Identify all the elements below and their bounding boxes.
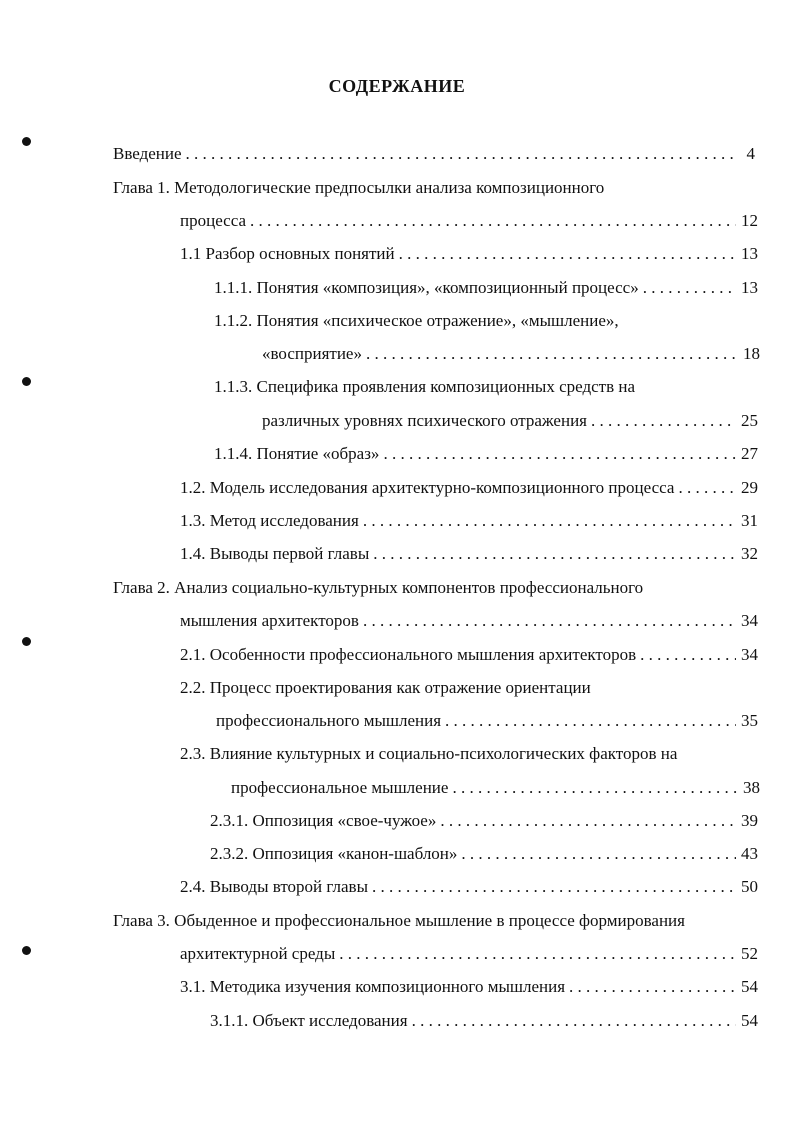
- toc-entry-text: 2.3.2. Оппозиция «канон-шаблон»: [210, 844, 458, 863]
- toc-leader-dots: [643, 277, 736, 299]
- binder-hole-bullet: [22, 137, 31, 146]
- toc-entry-text: «восприятие»: [262, 344, 362, 363]
- toc-leader-dots: [399, 243, 736, 265]
- toc-entry-1-2[interactable]: [180, 477, 758, 499]
- toc-page-number: 39: [741, 811, 758, 830]
- toc-entry-1-1[interactable]: [180, 243, 758, 265]
- toc-entry-text: 1.1.1. Понятия «композиция», «композиционный процесс»: [214, 278, 639, 297]
- toc-entry-text: мышления архитекторов: [180, 611, 359, 630]
- toc-leader-dots: [363, 510, 736, 532]
- toc-leader-dots: [372, 876, 736, 898]
- toc-entry-text: 2.3.1. Оппозиция «свое-чужое»: [210, 811, 437, 830]
- toc-page-number: 35: [741, 711, 758, 730]
- toc-leader-dots: [591, 410, 736, 432]
- toc-leader-dots: [678, 477, 736, 499]
- toc-page-number: 31: [741, 511, 758, 530]
- binder-hole-bullet: [22, 946, 31, 955]
- toc-leader-dots: [412, 1010, 736, 1032]
- toc-entry-text: 2.4. Выводы второй главы: [180, 877, 368, 896]
- toc-entry-heading[interactable]: 2.3. Влияние культурных и социально-психологических факторов на: [180, 744, 678, 763]
- toc-leader-dots: [373, 543, 736, 565]
- toc-entry-text: 2.1. Особенности профессионального мышления архитекторов: [180, 645, 637, 664]
- toc-entry-text: 1.1.4. Понятие «образ»: [214, 444, 380, 463]
- toc-page-number: 54: [741, 1011, 758, 1030]
- toc-leader-dots: [461, 843, 736, 865]
- toc-entry-chapter2[interactable]: [180, 610, 758, 632]
- toc-entry-chapter1[interactable]: [180, 210, 758, 232]
- toc-entry-chapter3[interactable]: [180, 943, 758, 965]
- toc-page-number: 29: [741, 478, 758, 497]
- toc-entry-2-3-1[interactable]: [210, 810, 758, 832]
- toc-leader-dots: [366, 343, 738, 365]
- toc-page-number: 52: [741, 944, 758, 963]
- toc-leader-dots: [569, 976, 736, 998]
- toc-entry-text: профессионального мышления: [216, 711, 442, 730]
- toc-leader-dots: [440, 810, 736, 832]
- toc-entry-3-1-1[interactable]: [210, 1010, 758, 1032]
- toc-page-number: 50: [741, 877, 758, 896]
- toc-page-number: 38: [743, 778, 760, 797]
- toc-entry-text: 1.3. Метод исследования: [180, 511, 359, 530]
- toc-leader-dots: [186, 143, 733, 165]
- toc-entry-text: 1.4. Выводы первой главы: [180, 544, 370, 563]
- toc-entry-1-1-2[interactable]: [262, 343, 760, 365]
- toc-page-number: 34: [741, 645, 758, 664]
- toc-page-number: 32: [741, 544, 758, 563]
- binder-hole-bullet: [22, 637, 31, 646]
- toc-page-number: 27: [741, 444, 758, 463]
- toc-entry-2-4[interactable]: [180, 876, 758, 898]
- toc-entry-2-2[interactable]: [216, 710, 758, 732]
- toc-entry-intro[interactable]: [113, 143, 755, 165]
- toc-entry-3-1[interactable]: [180, 976, 758, 998]
- toc-leader-dots: [383, 443, 736, 465]
- toc-leader-dots: [445, 710, 736, 732]
- toc-entry-2-3-2[interactable]: [210, 843, 758, 865]
- toc-page-number: 54: [741, 977, 758, 996]
- toc-entry-text: профессиональное мышление: [231, 778, 449, 797]
- toc-entry-text: процесса: [180, 211, 247, 230]
- toc-entry-text: 1.2. Модель исследования архитектурно-композиционного процесса: [180, 478, 675, 497]
- toc-entry-1-1-1[interactable]: [214, 277, 758, 299]
- toc-entry-text: Введение: [113, 144, 182, 163]
- toc-leader-dots: [640, 644, 736, 666]
- toc-chapter-heading[interactable]: Глава 2. Анализ социально-культурных компонентов профессионального: [113, 578, 644, 597]
- toc-page-number: 13: [741, 278, 758, 297]
- toc-entry-heading[interactable]: 1.1.2. Понятия «психическое отражение», «мышление»,: [214, 311, 619, 330]
- page-title: СОДЕРЖАНИЕ: [328, 76, 466, 96]
- toc-entry-1-1-3[interactable]: [262, 410, 758, 432]
- toc-entry-1-3[interactable]: [180, 510, 758, 532]
- toc-page-number: 25: [741, 411, 758, 430]
- toc-entry-text: 3.1.1. Объект исследования: [210, 1011, 408, 1030]
- toc-leader-dots: [339, 943, 736, 965]
- binder-hole-bullet: [22, 377, 31, 386]
- toc-page-number: 18: [743, 344, 760, 363]
- toc-page-number: 4: [746, 144, 755, 163]
- toc-page-number: 12: [741, 211, 758, 230]
- toc-chapter-heading[interactable]: Глава 1. Методологические предпосылки анализа композиционного: [113, 178, 605, 197]
- toc-entry-heading[interactable]: 1.1.3. Специфика проявления композиционных средств на: [214, 377, 635, 396]
- toc-leader-dots: [452, 777, 738, 799]
- toc-entry-1-4[interactable]: [180, 543, 758, 565]
- toc-entry-text: различных уровнях психического отражения: [262, 411, 587, 430]
- toc-page-number: 13: [741, 244, 758, 263]
- toc-entry-text: 3.1. Методика изучения композиционного мышления: [180, 977, 566, 996]
- toc-leader-dots: [363, 610, 736, 632]
- toc-entry-text: архитектурной среды: [180, 944, 336, 963]
- toc-entry-text: 1.1 Разбор основных понятий: [180, 244, 395, 263]
- toc-entry-2-3[interactable]: [231, 777, 760, 799]
- toc-page-number: 43: [741, 844, 758, 863]
- toc-leader-dots: [250, 210, 736, 232]
- toc-entry-2-1[interactable]: [180, 644, 758, 666]
- toc-entry-heading[interactable]: 2.2. Процесс проектирования как отражение ориентации: [180, 678, 591, 697]
- toc-chapter-heading[interactable]: Глава 3. Обыденное и профессиональное мышление в процессе формирования: [113, 911, 685, 930]
- toc-page-number: 34: [741, 611, 758, 630]
- toc-entry-1-1-4[interactable]: [214, 443, 758, 465]
